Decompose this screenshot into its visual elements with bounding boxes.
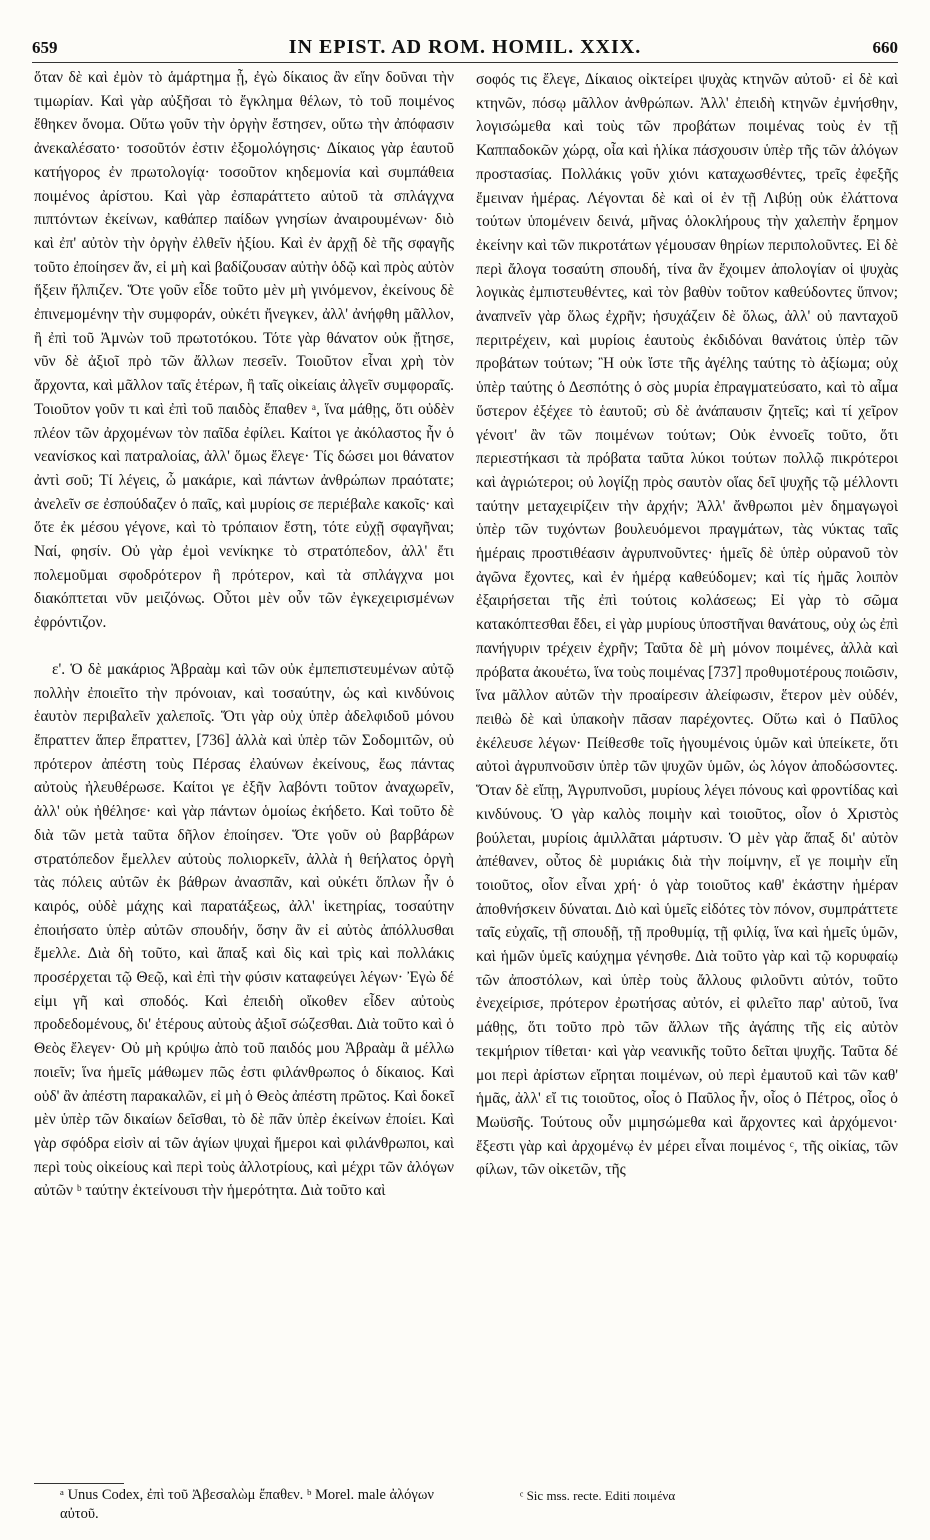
left-paragraph-1: ὅταν δὲ καὶ ἐμὸν τὸ ἁμάρτημα ᾖ, ἐγὼ δίκαιος ἂν εἴην δοῦναι τὴν τιμωρίαν. Καὶ γὰρ αὐξῆσαι τὸ ἔγκλημα θέλων, τὸ τοῦ ποιμένος ἔθηκεν ὄνομα. Οὕτω γοῦν τὴν ὀργὴν ἔστησεν, οὕτω τὴν ἀπόφασιν ἀνεκαλέσατο· τοσοῦτόν ἐστιν ἐξομολόγησις· Δίκαιος γὰρ ἑαυτοῦ κατήγορος ἐν πρωτολογίᾳ· τοσοῦτον κηδεμονία καὶ συμπάθεια ποιμένος ἀρίστου. Καὶ γὰρ ἐσπαράττετο αὐτοῦ τὰ σπλάγχνα πιπτόντων ἐκείνων, καθάπερ παίδων γνησίων ἀναιρουμένων· διὸ καὶ ἐπ' αὐτὸν τὴν ὀργὴν ἐλθεῖν ἠξίου. Καὶ ἐν ἀρχῇ δὲ τῆς σφαγῆς τοῦτο ἐποίησεν ἄν, εἰ μὴ καὶ βαδίζουσαν αὐτὴν ὁδῷ καὶ πρὸς αὐτὸν ἥξειν ἤλπιζεν. Ὅτε γοῦν εἶδε τοῦτο μὲν μὴ γινόμενον, ἐκείνους δὲ ἐπινεμομένην τὴν συμφοράν, οὐκέτι ἤνεγκεν, ἀλλ' ἀνήφθη μᾶλλον, ἢ ἐπὶ τοῦ Ἀμνὼν τοῦ πρωτοτόκου. Τότε γὰρ θάνατον οὐκ ᾔτησε, νῦν δὲ ἀξιοῖ πρὸ τῶν ἄλλων πεσεῖν. Τοιοῦτον εἶναι χρὴ τὸν ἄρχοντα, καὶ μᾶλλον ταῖς ἑτέρων, ἢ ταῖς οἰκείαις ἀλγεῖν συμφοραῖς. Τοιοῦτον γοῦν τι καὶ ἐπὶ τοῦ παιδὸς ἔπαθεν ᵃ, ἵνα μάθῃς, ὅτι οὐδὲν πλέον τῶν ἀρχομένων τὸν παῖδα ἐφίλει. Καίτοι γε ἀκόλαστος ἦν ὁ νεανίσκος καὶ πατραλοίας, ἀλλ' ὅμως ἔλεγε· Τίς δώσει μοι θάνατον ἀντὶ σοῦ; Τί λέγεις, ὦ μακάριε, καὶ πάντων ἀνθρώπων πραότατε; ἀνελεῖν σε ἐσπούδαζεν ὁ παῖς, καὶ μυρίοις σε περιέβαλε κακοῖς· καὶ ὅτε ἐκ μέσου γέγονε, καὶ τὸ τρόπαιον ἔστη, τότε εὐχῇ σφαγῆναι; Ναί, φησίν. Οὐ γὰρ ἐμοὶ νενίκηκε τὸ στρατόπεδον, ἀλλ' ἔτι πολεμοῦμαι σφοδρότερον ἢ πρότερον, καὶ τὰ σπλάγχνα μοι διακόπτεται νῦν μειζόνως. Οὗτοι μὲν οὖν τῶν ἐγκεχειρισμένων ἐφρόντιζον. xyxy=(34,69,454,632)
footnote-left: ᵃ Unus Codex, ἐπὶ τοῦ Ἀβεσαλὼμ ἔπαθεν. ᵇ Morel. male ἀλόγων αὐτοῦ. xyxy=(60,1487,434,1522)
header-rule xyxy=(32,62,898,63)
footnote-right: ᶜ Sic mss. recte. Editi ποιμένα xyxy=(520,1488,676,1503)
page-number-left: 659 xyxy=(32,38,58,57)
running-title: IN EPIST. AD ROM. HOMIL. XXIX. xyxy=(288,36,642,58)
running-header xyxy=(32,36,898,62)
right-column xyxy=(476,68,898,1182)
left-column xyxy=(34,66,454,1203)
footnote-rule xyxy=(34,1483,124,1484)
left-paragraph-2: ε'. Ὁ δὲ μακάριος Ἀβραὰμ καὶ τῶν οὐκ ἐμπεπιστευμένων αὐτῷ πολλὴν ἐποιεῖτο τὴν πρόνοιαν, καὶ τοσαύτην, ὡς καὶ κινδύνοις ἑαυτὸν περιβαλεῖν χαλεποῖς. Ὅτι γὰρ οὐχ ὑπὲρ ἀδελφιδοῦ μόνου ἔπραττεν ἅπερ ἔπραττεν, [736] ἀλλὰ καὶ ὑπὲρ τῶν Σοδομιτῶν, οὐ πρότερον ἀπέστη τοὺς Πέρσας ἐλαύνων ἐκείνους, ἕως πάντας αὐτοὺς ἠλευθέρωσε. Καίτοι γε ἐξῆν λαβόντι τοῦτον ἀναχωρεῖν, ἀλλ' οὐκ ἠθέλησε· καὶ γὰρ πάντων ὁμοίως ἐκήδετο. Καὶ τοῦτο δὲ διὰ τῶν μετὰ ταῦτα δῆλον ἐποίησεν. Ὅτε γοῦν οὐ βαρβάρων στρατόπεδον ἔμελλεν αὐτοὺς πολιορκεῖν, ἀλλὰ ἡ θεήλατος ὀργὴ τὰς πόλεις αὐτῶν ἐκ βάθρων ἀνασπᾶν, καὶ οὐκέτι ὅπλων ἦν ὁ καιρός, οὐδὲ μάχης καὶ παρατάξεως, ἀλλ' ἱκετηρίας, τοσαύτην ἐποιήσατο ὑπὲρ αὐτῶν σπουδήν, ὅσην ἂν εἰ αὐτὸς ἀπόλλυσθαι ἔμελλε. Διὰ δὴ τοῦτο, καὶ ἅπαξ καὶ δὶς καὶ τρὶς καὶ πολλάκις προσέρχεται τῷ Θεῷ, καὶ ἐπὶ τὴν φύσιν καταφεύγει λέγων· Ἐγὼ δέ εἰμι γῆ καὶ σποδός. Καὶ ἐπειδὴ οἴκοθεν εἶδεν αὐτοὺς προδεδομένους, δι' ἑτέρους αὐτοὺς ἀξιοῖ σώζεσθαι. Διὰ τοῦτο καὶ ὁ Θεὸς ἔλεγεν· Οὐ μὴ κρύψω ἀπὸ τοῦ παιδός μου Ἀβραὰμ ἃ μέλλω ποιεῖν; ἵνα ἡμεῖς μάθωμεν πῶς ἐστι φιλάνθρωπος ὁ δίκαιος. Καὶ οὐδ' ἂν ἀπέστη παρακαλῶν, εἰ μὴ ὁ Θεὸς ἀπέστη πρῶτος. Καὶ δοκεῖ μὲν ὑπὲρ τῶν δικαίων δεῖσθαι, τὸ δὲ πᾶν ὑπὲρ ἐκείνων ἐποίει. Καὶ γὰρ σφόδρα εἰσὶν αἱ τῶν ἁγίων ψυχαὶ ἥμεροι καὶ φιλάνθρωποι, καὶ περὶ τοὺς οἰκείους καὶ περὶ τοὺς ἀλλοτρίους, καὶ μέχρι τῶν ἀλόγων αὐτῶν ᵇ ταύτην ἐκτείνουσι τὴν ἡμερότητα. Διὰ τοῦτο καὶ xyxy=(34,660,454,1200)
page-number-right: 660 xyxy=(872,38,898,57)
right-paragraph: σοφός τις ἔλεγε, Δίκαιος οἰκτείρει ψυχὰς κτηνῶν αὐτοῦ· εἰ δὲ καὶ κτηνῶν, πόσῳ μᾶλλον ἀνθρώπων. Ἀλλ' ἐπειδὴ κτηνῶν ἐμνήσθην, λογισώμεθα καὶ τοὺς τῶν προβάτων ποιμένας τοὺς ἐν τῇ Καππαδοκῶν χώρᾳ, οἷα καὶ ἡλίκα πάσχουσιν ὑπὲρ τῆς τῶν ἀλόγων προστασίας. Πολλάκις γοῦν χιόνι καταχωσθέντες, τρεῖς ἐφεξῆς ἔμειναν ἡμέρας. Λέγονται δὲ καὶ οἱ ἐν τῇ Λιβύῃ οὐκ ἐλάττονα τούτων ὑπομένειν δεινά, μῆνας ὁλοκλήρους τὴν χαλεπὴν ἔρημον ἐκείνην καὶ τῶν πικροτάτων γέμουσαν θηρίων περιπολοῦντες. Εἰ δὲ περὶ ἄλογα τοσαύτη σπουδή, τίνα ἂν ἔχοιμεν ἀπολογίαν οἱ ψυχὰς λογικὰς ἐμπιστευθέντες, καὶ τὸν βαθὺν τοῦτον καθεύδοντες ὕπνον; ἀναπνεῖν γὰρ ὅλως ἐχρῆν; ἡσυχάζειν δὲ ὅλως, ἀλλ' οὐ πανταχοῦ περιτρέχειν, καὶ μυρίοις ἑαυτοὺς ἐκδιδόναι θανάτοις ὑπὲρ τῶν προβάτων τούτων; Ἢ οὐκ ἴστε τῆς ἀγέλης ταύτης τὸ ἀξίωμα; οὐχ ὑπὲρ ταύτης ὁ Δεσπότης ὁ σὸς μυρία ἐπραγματεύσατο, καὶ τὸ αἷμα ὕστερον ἐξέχεε τὸ ἑαυτοῦ; σὺ δὲ ἀνάπαυσιν ζητεῖς; καὶ τί χεῖρον γένοιτ' ἂν τῶν ποιμένων τούτων; Οὐκ ἐννοεῖς τοῦτο, ὅτι περιεστήκασι τὰ πρόβατα ταῦτα λύκοι τούτων πολλῷ πικρότεροι καὶ ἀγριώτεροι; οὐ λογίζῃ πρὸς σαυτὸν οἵας δεῖ ψυχῆς τῷ μέλλοντι ταύτην μεταχειρίζειν τὴν ἀρχήν; Ἀλλ' ἄνθρωποι μὲν δημαγωγοὶ ὑπὲρ τῶν τυχόντων βουλευόμενοι πραγμάτων, τὰς νύκτας ταῖς ἡμέραις προστιθέασιν ἀγρυπνοῦντες· ἡμεῖς δὲ ὑπὲρ οὐρανοῦ τὸν ἀγῶνα ἔχοντες, καὶ ἐν ἡμέρᾳ καθεύδομεν; καὶ τίς ἡμᾶς λοιπὸν ἐξαιρήσεται τῆς ἐπὶ τούτοις κολάσεως; Εἰ γὰρ τὸ σῶμα κατακόπτεσθαι ἔδει, εἰ γὰρ μυρίους ὑποστῆναι θανάτους, οὐχ ὡς ἐπὶ πανήγυριν τρέχειν ἐχρῆν; Ταῦτα δὲ μὴ μόνον ποιμένες, ἀλλὰ καὶ πρόβατα ἀκουέτω, ἵνα τοὺς ποιμένας [737] προθυμοτέρους ποιῶσιν, ἵνα μᾶλλον αὐτῶν τὴν προαίρεσιν ἀλείφωσιν, ἕτερον μὲν οὐδέν, πειθὼ δὲ καὶ ὑπακοὴν πᾶσαν παρέχοντες. Οὕτω καὶ ὁ Παῦλος ἐκέλευσε λέγων· Πείθεσθε τοῖς ἡγουμένοις ὑμῶν καὶ ὑπείκετε, ὅτι αὐτοὶ ἀγρυπνοῦσιν ὑπὲρ τῶν ψυχῶν ὑμῶν, ὡς λόγον ἀποδώσοντες. Ὅταν δὲ εἴπῃ, Ἀγρυπνοῦσι, μυρίους λέγει πόνους καὶ φροντίδας καὶ κινδύνους. Ὁ γὰρ καλὸς ποιμὴν καὶ τοιοῦτος, οἷον ὁ Χριστὸς βούλεται, μυρίοις ἁμιλλᾶται μάρτυσιν. Ὁ μὲν γὰρ ἅπαξ δι' αὐτὸν ἀπέθανεν, οὗτος δὲ μυριάκις διὰ τὴν ποίμνην, εἴ γε ποιμὴν εἴη τοιοῦτος, οἷον εἶναι χρή· ὁ γὰρ τοιοῦτος καθ' ἑκάστην ἡμέραν ἀποθνήσκειν δύναται. Διὸ καὶ ὑμεῖς εἰδότες τὸν πόνον, συμπράττετε ταῖς εὐχαῖς, τῇ σπουδῇ, τῇ προθυμίᾳ, τῇ φιλίᾳ, ἵνα καὶ ἡμεῖς ὑμῶν, καὶ ἡμῶν ὑμεῖς καύχημα γένησθε. Διὰ τοῦτο γὰρ καὶ τῷ κορυφαίῳ τῶν ἀποστόλων, καὶ ὑπὲρ τοὺς ἄλλους φιλοῦντι αὐτόν, τοῦτο ἐνεχείρισε, πρότερον ἐρωτήσας αὐτόν, εἰ φιλεῖτο παρ' αὐτοῦ, ἵνα μάθῃς, ὅτι τοῦτο πρὸ τῶν ἄλλων τῆς ἀγάπης τῆς εἰς αὐτὸν τεκμήριον τίθεται· καὶ γὰρ νεανικῆς τοῦτο δεῖται ψυχῆς. Ταῦτα δέ μοι περὶ ἀρίστων εἴρηται ποιμένων, οὐ περὶ ἐμαυτοῦ καὶ τῶν καθ' ἡμᾶς, ἀλλ' εἴ τις τοιοῦτος, οἷος ὁ Παῦλος ἦν, οἷος ὁ Πέτρος, οἷος ὁ Μωϋσῆς. Τούτους οὖν μιμησώμεθα καὶ ἄρχοντες καὶ ἀρχόμενοι· ἔξεστι γὰρ καὶ ἀρχομένῳ ἐν μέρει εἶναι ποιμένος ᶜ, τῆς οἰκίας, τῶν φίλων, τῶν οἰκετῶν, τῆς xyxy=(476,71,898,1179)
